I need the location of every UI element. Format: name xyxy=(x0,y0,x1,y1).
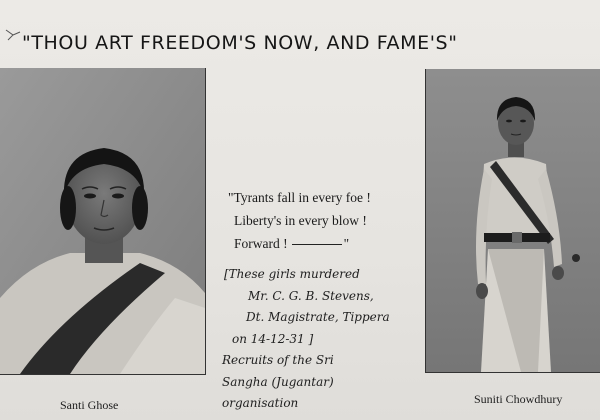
portrait-photo-left xyxy=(0,68,206,375)
handwritten-line-5: Recruits of the Sri xyxy=(222,353,334,367)
headline: "THOU ART FREEDOM'S NOW, AND FAME'S" xyxy=(22,32,458,54)
torn-corner-mark xyxy=(4,26,22,44)
handwritten-line-4: on 14-12-31 ] xyxy=(232,331,314,346)
handwritten-line-2: Mr. C. G. B. Stevens, xyxy=(248,288,374,303)
handwritten-line-7: organisation xyxy=(222,396,299,410)
poem-quote xyxy=(228,186,418,255)
handwritten-line-3: Dt. Magistrate, Tippera xyxy=(246,310,390,324)
poem-line-3-close-quote: " xyxy=(343,236,350,251)
poem-line-3-text: Forward ! xyxy=(234,236,288,251)
handwritten-line-6: Sangha (Jugantar) xyxy=(222,374,334,389)
poem-line-1: "Tyrants fall in every foe ! xyxy=(228,190,371,205)
portrait-photo-right xyxy=(425,69,600,373)
portrait-image-left xyxy=(0,68,205,374)
caption-santi-ghose: Santi Ghose xyxy=(60,398,119,412)
handwritten-annotation xyxy=(216,264,422,415)
dash-rule xyxy=(292,244,342,245)
handwritten-line-1: [These girls murdered xyxy=(224,267,360,281)
portrait-image-right xyxy=(426,69,600,372)
poem-line-2: Liberty's in every blow ! xyxy=(234,213,367,228)
caption-suniti-chowdhury: Suniti Chowdhury xyxy=(474,392,563,406)
poem-line-3 xyxy=(228,232,418,255)
